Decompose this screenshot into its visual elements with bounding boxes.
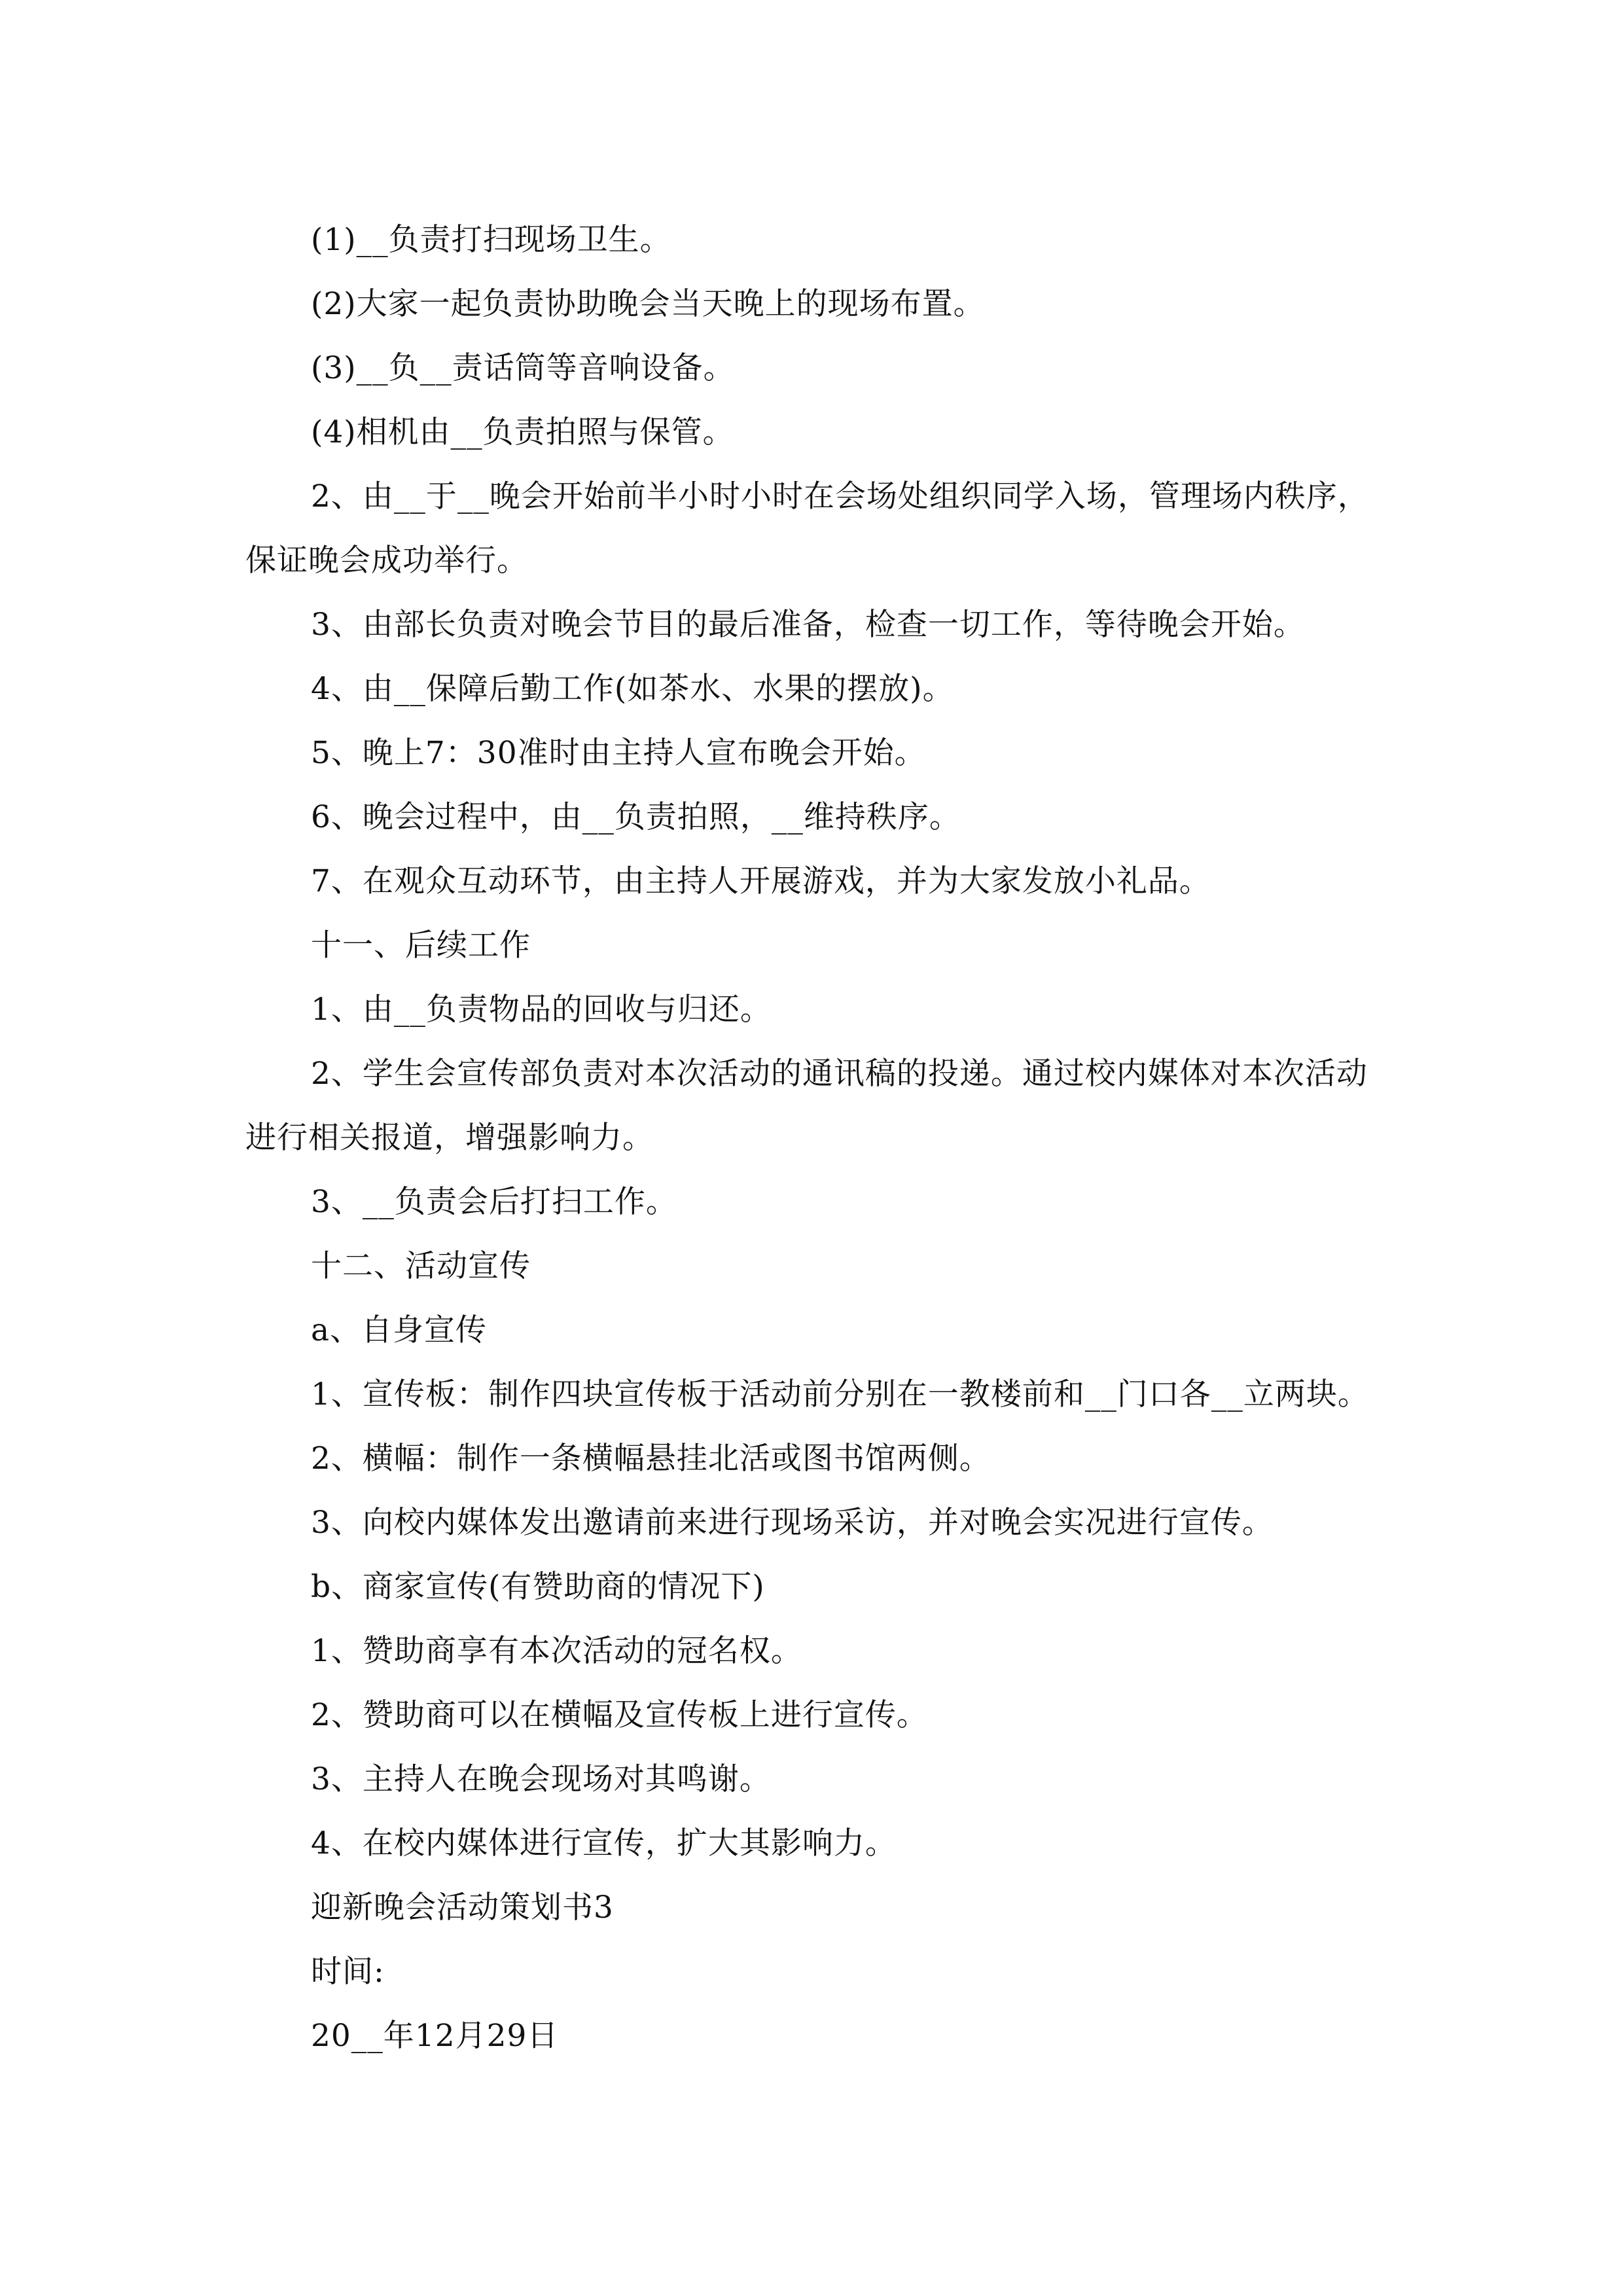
paragraph: 1、赞助商享有本次活动的冠名权。 [311,1633,802,1669]
paragraph: 4、由__保障后勤工作(如茶水、水果的摆放)。 [311,671,954,707]
paragraph: 3、__负责会后打扫工作。 [311,1184,677,1220]
time-label: 时间: [311,1954,385,1990]
paragraph: 7、在观众互动环节，由主持人开展游戏，并为大家发放小礼品。 [311,863,1211,899]
paragraph: (4)相机由__负责拍照与保管。 [311,414,734,450]
paragraph: 1、由__负责物品的回收与归还。 [311,992,772,1028]
subsection-heading: a、自身宣传 [311,1312,488,1348]
paragraph: 1、宣传板：制作四块宣传板于活动前分别在一教楼前和__门口各__立两块。 [311,1376,1369,1412]
paragraph: 6、晚会过程中，由__负责拍照，__维持秩序。 [311,799,961,835]
paragraph: 3、向校内媒体发出邀请前来进行现场采访，并对晚会实况进行宣传。 [311,1505,1274,1541]
paragraph: 2、学生会宣传部负责对本次活动的通讯稿的投递。通过校内媒体对本次活动进行相关报道，增强影响力。 [245,1056,1368,1156]
section-heading: 十二、活动宣传 [311,1248,531,1284]
paragraph: 2、赞助商可以在横幅及宣传板上进行宣传。 [311,1697,928,1733]
document-title: 迎新晚会活动策划书3 [311,1890,614,1926]
paragraph: (3)__负__责话筒等音响设备。 [311,350,735,386]
subsection-heading: b、商家宣传(有赞助商的情况下) [311,1569,765,1605]
document-body [245,208,1387,2068]
paragraph: 3、由部长负责对晚会节目的最后准备，检查一切工作，等待晚会开始。 [311,607,1305,643]
paragraph: 3、主持人在晚会现场对其鸣谢。 [311,1761,771,1797]
paragraph: 4、在校内媒体进行宣传，扩大其影响力。 [311,1825,897,1861]
paragraph: (2)大家一起负责协助晚会当天晚上的现场布置。 [311,286,985,322]
paragraph: 2、横幅：制作一条横幅悬挂北活或图书馆两侧。 [311,1441,991,1477]
paragraph: (1)__负责打扫现场卫生。 [311,222,671,258]
paragraph: 2、由__于__晚会开始前半小时小时在会场处组织同学入场，管理场内秩序，保证晚会成功举行。 [245,478,1369,579]
section-heading: 十一、后续工作 [311,927,531,963]
date-value: 20__年12月29日 [311,2018,559,2054]
paragraph: 5、晚上7：30准时由主持人宣布晚会开始。 [311,735,926,771]
